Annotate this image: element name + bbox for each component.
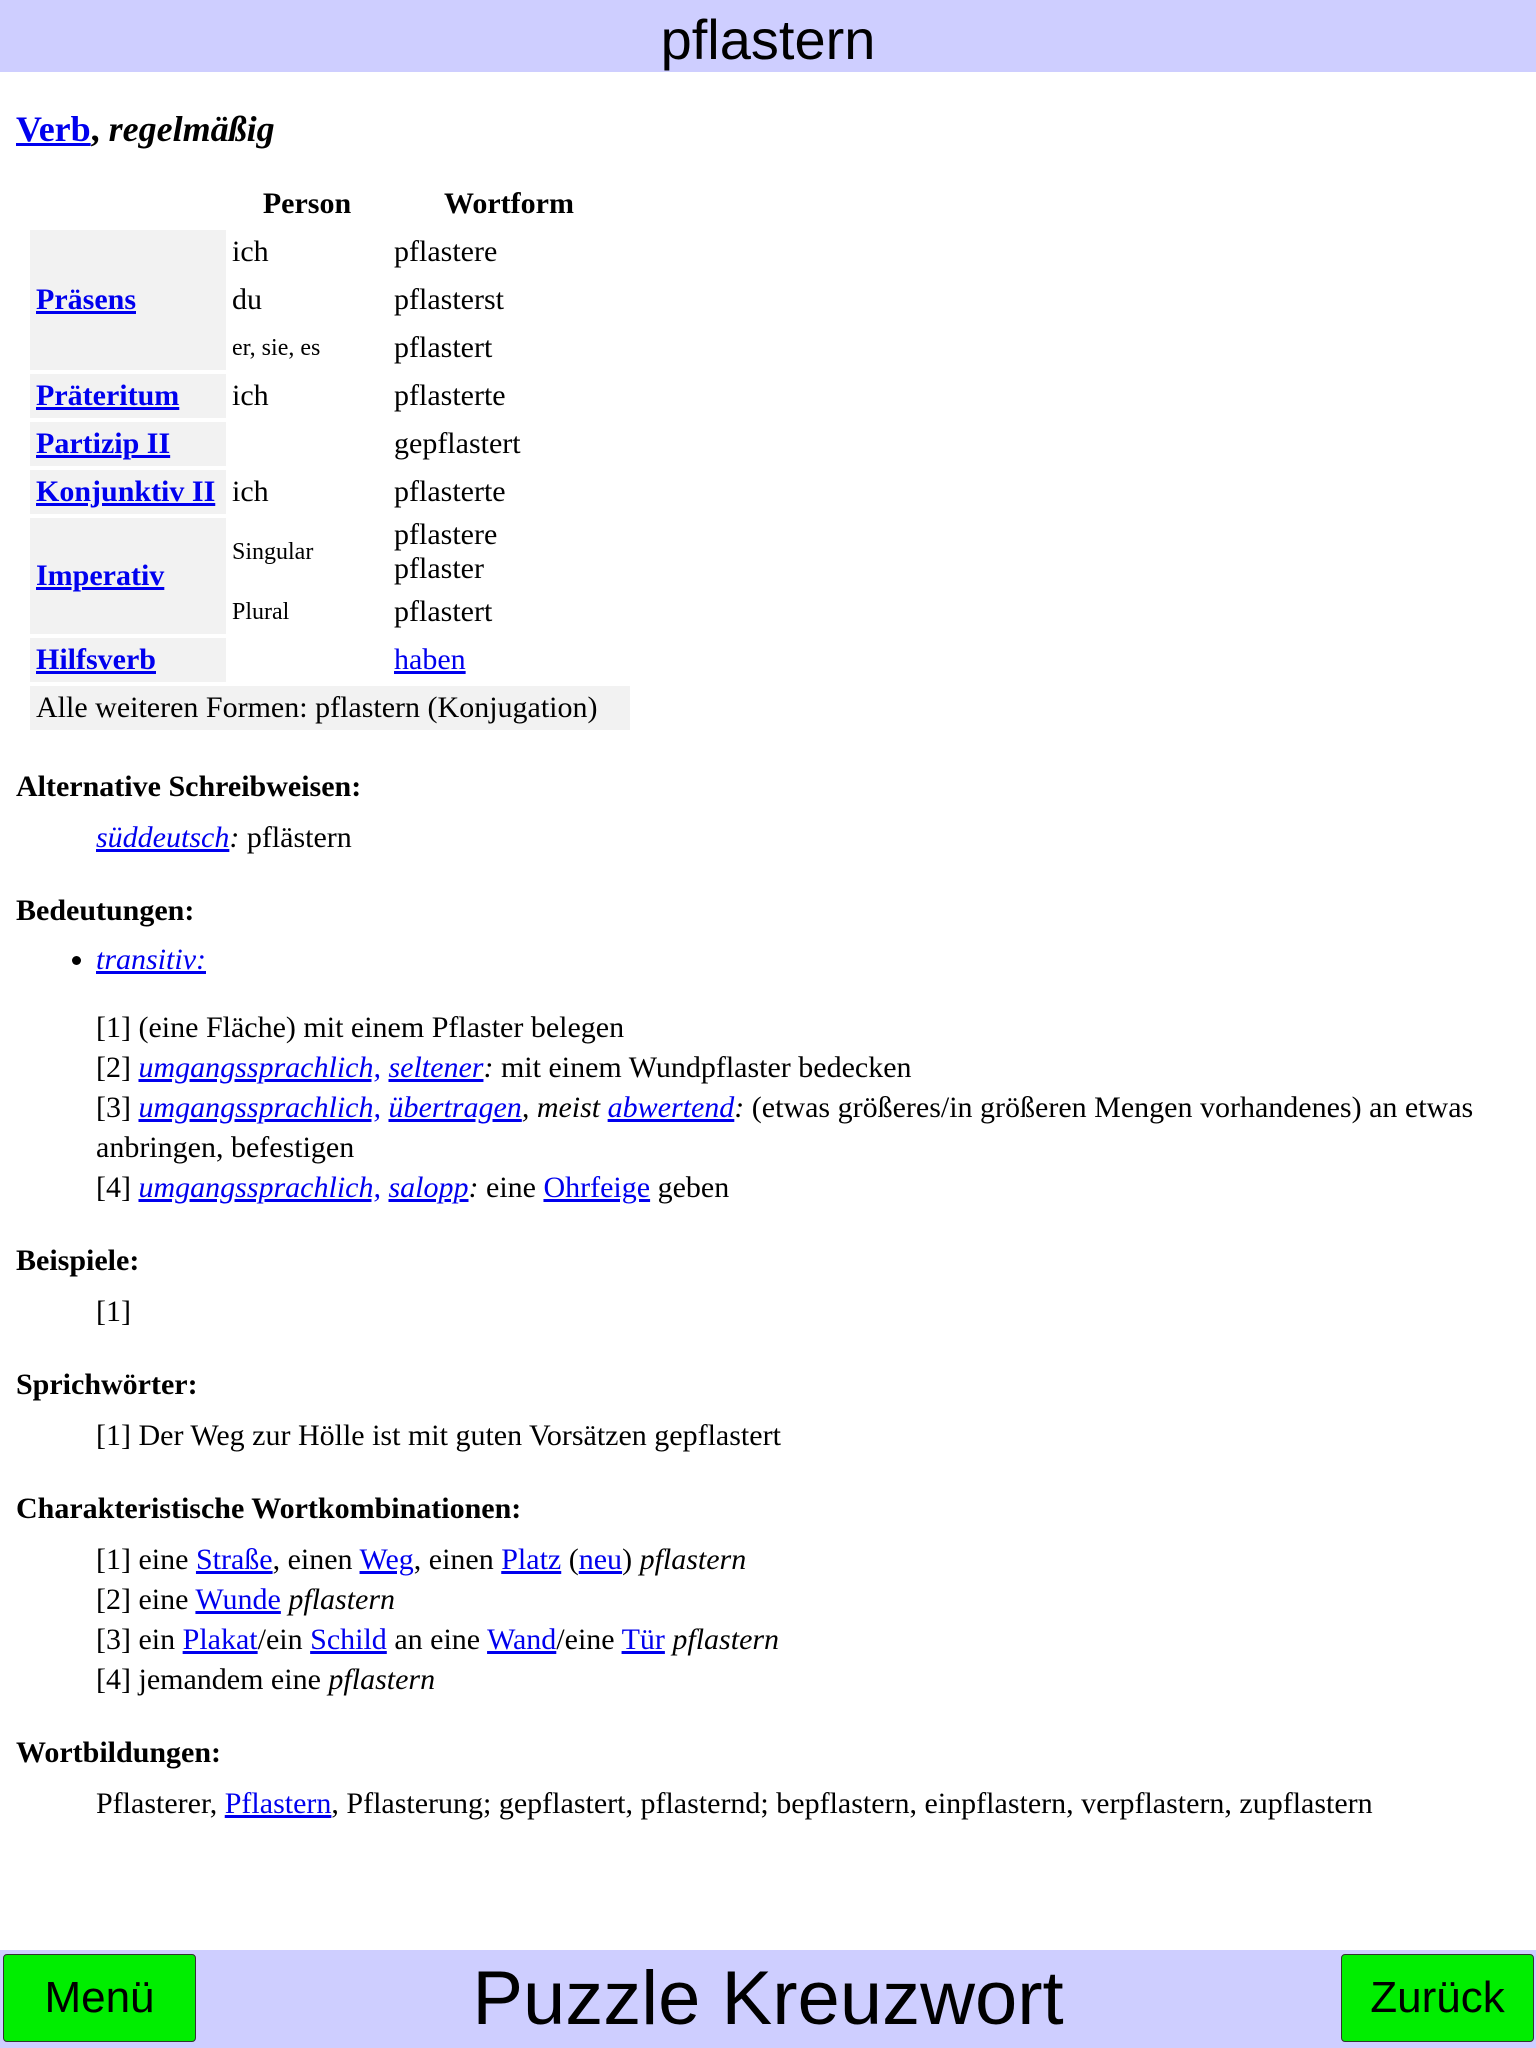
combination-text: , einen: [272, 1543, 360, 1576]
form-cell: [388, 518, 630, 586]
form-cell: gepflastert: [394, 427, 521, 460]
person-cell: er, sie, es: [232, 334, 321, 361]
person-cell: [226, 638, 388, 682]
form-line: pflaster: [394, 552, 484, 585]
table-row: [30, 230, 630, 274]
section-heading: Bedeutungen:: [16, 894, 195, 927]
meaning-number: [1]: [96, 1011, 139, 1044]
meaning-text: geben: [650, 1171, 730, 1204]
combination-number: [3]: [96, 1623, 139, 1656]
combination-text: , einen: [413, 1543, 502, 1576]
pos-note: regelmäßig: [108, 109, 275, 149]
combination-verb: pflastern: [639, 1543, 747, 1576]
haben-link[interactable]: haben: [394, 643, 466, 676]
colon: :: [468, 1171, 479, 1204]
combination-4: [96, 1660, 1516, 1700]
meaning-category-list: [16, 940, 1516, 980]
combination-text: eine: [138, 1583, 196, 1616]
section-heading: Beispiele:: [16, 1244, 140, 1277]
praesens-link[interactable]: Präsens: [36, 283, 136, 316]
form-cell: pflasterst: [394, 283, 504, 316]
umgangssprachlich-link[interactable]: umgangssprachlich,: [138, 1051, 381, 1084]
table-row: [30, 470, 630, 514]
meaning-number: [2]: [96, 1051, 139, 1084]
example-1: [1]: [96, 1295, 131, 1328]
konjunktiv-link[interactable]: Konjunktiv II: [36, 475, 216, 508]
combination-text: /ein: [257, 1623, 311, 1656]
combination-text: an eine: [386, 1623, 488, 1656]
meaning-text: (etwas größeres/in größeren Mengen vorhandenes) an etwas anbringen, befestigen: [96, 1091, 1474, 1164]
meaning-number: [3]: [96, 1091, 139, 1124]
combination-text: ): [622, 1543, 640, 1576]
word-formation-line: [96, 1784, 1516, 1824]
verb-link[interactable]: Verb: [16, 109, 91, 149]
word-formation-text: , Pflasterung; gepflastert, pflasternd; bepflastern, einpflastern, verpflastern, zupflastern: [331, 1787, 1373, 1820]
section-meanings: [16, 894, 1516, 1208]
umgangssprachlich-link[interactable]: umgangssprachlich,: [138, 1091, 381, 1124]
row-label-hilfsverb: [30, 638, 226, 682]
combination-3: [96, 1620, 1516, 1660]
section-heading: Charakteristische Wortkombinationen:: [16, 1492, 522, 1525]
combination-number: [4]: [96, 1663, 139, 1696]
entry-content: [16, 100, 1516, 1824]
section-proverbs: [16, 1368, 1516, 1456]
pos-separator: ,: [90, 109, 109, 149]
table-row: [30, 422, 630, 466]
combination-text: (: [561, 1543, 579, 1576]
tuer-link[interactable]: Tür: [621, 1623, 665, 1656]
colon: :: [734, 1091, 745, 1124]
schild-link[interactable]: Schild: [310, 1623, 387, 1656]
hilfsverb-link[interactable]: Hilfsverb: [36, 643, 156, 676]
app-title: Puzzle Kreuzwort: [472, 1956, 1064, 2041]
proverb-1: [1] Der Weg zur Hölle ist mit guten Vorsätzen gepflastert: [96, 1419, 781, 1452]
person-cell: Singular: [232, 538, 314, 565]
form-cell: pflasterte: [394, 379, 506, 412]
section-heading: Alternative Schreibweisen:: [16, 770, 362, 803]
table-row: [30, 374, 630, 418]
weg-link[interactable]: Weg: [359, 1543, 414, 1576]
combination-2: [96, 1580, 1516, 1620]
abwertend-link[interactable]: abwertend: [607, 1091, 735, 1124]
uebertragen-link[interactable]: übertragen: [388, 1091, 522, 1124]
person-cell: Plural: [232, 598, 290, 625]
sueddeutsch-link[interactable]: süddeutsch: [96, 821, 230, 854]
meaning-text: eine: [478, 1171, 544, 1204]
colon: :: [229, 821, 240, 854]
partizip-link[interactable]: Partizip II: [36, 427, 171, 460]
transitiv-link[interactable]: transitiv:: [96, 943, 206, 976]
combination-number: [1]: [96, 1543, 139, 1576]
table-row: [30, 638, 630, 682]
row-label-konjunktiv: [30, 470, 226, 514]
combination-1: [96, 1540, 1516, 1580]
form-cell: pflastere: [394, 235, 498, 268]
wand-link[interactable]: Wand: [487, 1623, 557, 1656]
row-label-imperativ: [30, 518, 226, 634]
header-person: Person: [262, 187, 352, 220]
meaning-qualifier: , meist: [521, 1091, 608, 1124]
section-examples: [16, 1244, 1516, 1332]
salopp-link[interactable]: salopp: [388, 1171, 469, 1204]
person-cell: ich: [232, 235, 269, 268]
part-of-speech: [16, 108, 1516, 150]
strasse-link[interactable]: Straße: [195, 1543, 273, 1576]
combination-text: eine: [138, 1543, 196, 1576]
section-word-combinations: [16, 1492, 1516, 1700]
conjugation-table: [30, 180, 630, 734]
wunde-link[interactable]: Wunde: [195, 1583, 281, 1616]
bottom-bar: [0, 1950, 1536, 2048]
section-word-formations: [16, 1736, 1516, 1824]
meaning-3: [96, 1088, 1516, 1168]
meaning-list: [96, 1008, 1516, 1208]
combination-number: [2]: [96, 1583, 139, 1616]
meaning-2: [96, 1048, 1516, 1088]
combination-text: ein: [138, 1623, 183, 1656]
form-cell: pflastert: [394, 331, 493, 364]
imperativ-link[interactable]: Imperativ: [36, 559, 165, 592]
seltener-link[interactable]: seltener: [388, 1051, 484, 1084]
combination-verb: pflastern: [672, 1623, 780, 1656]
meaning-1: [96, 1008, 1516, 1048]
page-title: pflastern: [660, 8, 876, 71]
back-button[interactable]: Zurück: [1341, 1954, 1534, 2042]
combination-list: [96, 1540, 1516, 1700]
combination-text: jemandem eine: [138, 1663, 329, 1696]
person-cell: ich: [232, 379, 269, 412]
meaning-text: mit einem Wundpflaster bedecken: [493, 1051, 912, 1084]
form-line: pflastere: [394, 518, 498, 551]
praeteritum-link[interactable]: Präteritum: [36, 379, 180, 412]
ohrfeige-link[interactable]: Ohrfeige: [543, 1171, 651, 1204]
meaning-number: [4]: [96, 1171, 139, 1204]
form-cell: [388, 638, 630, 682]
section-heading: Sprichwörter:: [16, 1368, 198, 1401]
table-header-row: [30, 184, 630, 226]
table-row: [30, 518, 630, 586]
combination-text: /eine: [556, 1623, 622, 1656]
section-alternative-spellings: [16, 770, 1516, 858]
plakat-link[interactable]: Plakat: [182, 1623, 258, 1656]
person-cell: du: [232, 283, 262, 316]
person-cell: ich: [232, 475, 269, 508]
row-label-partizip: [30, 422, 226, 466]
menu-button[interactable]: Menü: [3, 1954, 196, 2042]
platz-link[interactable]: Platz: [501, 1543, 562, 1576]
section-heading: Wortbildungen:: [16, 1736, 222, 1769]
combination-verb: pflastern: [288, 1583, 396, 1616]
umgangssprachlich-link[interactable]: umgangssprachlich,: [138, 1171, 381, 1204]
row-label-praesens: [30, 230, 226, 370]
row-label-praeteritum: [30, 374, 226, 418]
pflastern-noun-link[interactable]: Pflastern: [224, 1787, 332, 1820]
alt-spelling-line: [96, 818, 1516, 858]
page-title-bar: [0, 0, 1536, 72]
neu-link[interactable]: neu: [578, 1543, 623, 1576]
table-row: [30, 686, 630, 730]
all-forms-cell: Alle weiteren Formen: pflastern (Konjugation): [30, 686, 630, 730]
meaning-text: (eine Fläche) mit einem Pflaster belegen: [138, 1011, 625, 1044]
form-cell: pflasterte: [394, 475, 506, 508]
form-cell: pflastert: [394, 595, 493, 628]
combination-verb: pflastern: [328, 1663, 436, 1696]
alt-spelling-text: pflästern: [239, 821, 352, 854]
meaning-4: [96, 1168, 1516, 1208]
word-formation-text: Pflasterer,: [96, 1787, 225, 1820]
colon: :: [483, 1051, 494, 1084]
header-wortform: Wortform: [444, 187, 574, 220]
list-item: [96, 940, 1516, 980]
person-cell: [226, 422, 388, 466]
